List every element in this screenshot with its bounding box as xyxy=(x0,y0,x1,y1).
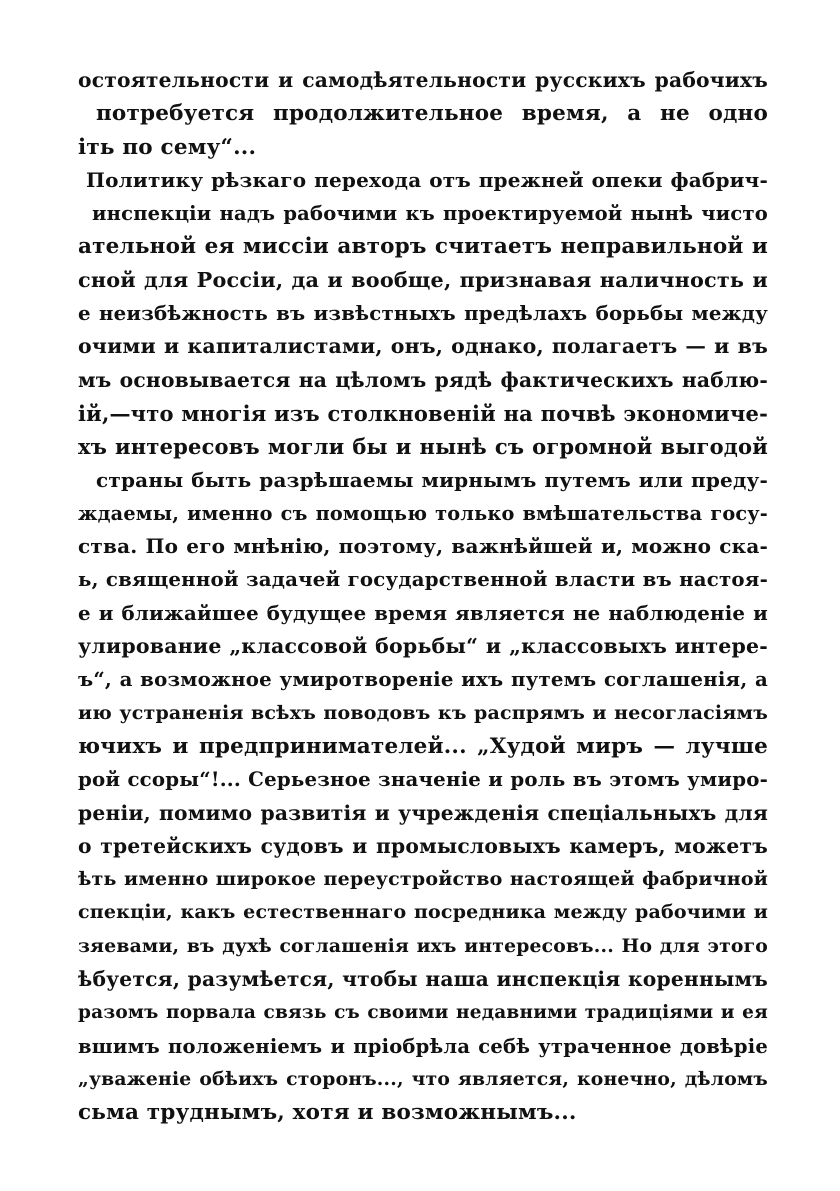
text-line: ства. По его мнѣнію, поэтому, важнѣйшей и, можно ска- xyxy=(78,534,768,559)
text-line: ждаемы, именно съ помощью только вмѣшательства госу- xyxy=(78,501,768,525)
text-line: сной для Россіи, да и вообще, признавая наличность и xyxy=(78,267,768,292)
text-line: остоятельности и самодѣятельности русскихъ рабочихъ xyxy=(78,68,768,92)
text-line: ѣбуется, разумѣется, чтобы наша инспекція кореннымъ xyxy=(78,967,768,992)
text-line: о третейскихъ судовъ и промысловыхъ камеръ, можетъ xyxy=(78,833,768,858)
text-line: спекціи, какъ естественнаго посредника между рабочими и xyxy=(78,901,768,924)
text-line: е неизбѣжность въ извѣстныхъ предѣлахъ борьбы между xyxy=(78,301,768,326)
text-line: страны быть разрѣшаемы мирнымъ путемъ или преду- xyxy=(96,467,768,492)
text-line: ій,—что многія изъ столкновеній на почвѣ экономиче- xyxy=(78,400,768,426)
text-line: рой ссоры“!... Серьезное значеніе и роль въ этомъ умиро- xyxy=(78,767,768,792)
text-line: ѣть именно широкое переустройство настоящей фабричной xyxy=(78,868,768,891)
body-text xyxy=(78,64,768,1130)
text-line: сьма труднымъ, хотя и возможнымъ... xyxy=(78,1100,577,1126)
text-line: ь, священной задачей государственной власти въ настоя- xyxy=(78,567,768,592)
text-line: разомъ порвала связь съ своими недавними традиціями и ея xyxy=(78,1002,768,1024)
text-line: ательной ея миссіи авторъ считаетъ неправильной и xyxy=(78,234,768,260)
text-line: „уваженіе обѣихъ сторонъ..., что является, конечно, дѣломъ xyxy=(78,1067,768,1090)
text-line: очими и капиталистами, онъ, однако, полагаетъ — и въ xyxy=(78,334,768,359)
text-line: іть по сему“... xyxy=(78,134,257,160)
text-line: ъ“, а возможное умиротвореніе ихъ путемъ соглашенія, а xyxy=(78,667,768,692)
text-line: инспекціи надъ рабочими къ проектируемой нынѣ чисто xyxy=(92,202,768,226)
text-line: потребуется продолжительное время, а не одно xyxy=(96,101,768,127)
text-line: ию устраненія всѣхъ поводовъ къ распрямъ и несогласіямъ xyxy=(78,701,768,724)
text-line: е и ближайшее будущее время является не наблюденіе и xyxy=(78,600,768,625)
text-line: вшимъ положеніемъ и пріобрѣла себѣ утраченное довѣріе xyxy=(78,1034,768,1058)
text-line: мъ основывается на цѣломъ рядѣ фактическихъ наблю- xyxy=(78,367,768,392)
text-line: хъ интересовъ могли бы и нынѣ съ огромной выгодой xyxy=(78,434,768,460)
text-line: улирование „классовой борьбы“ и „классовыхъ интере- xyxy=(78,634,768,659)
text-line: ючихъ и предпринимателей... „Худой миръ — лучше xyxy=(78,733,768,759)
text-line: зяевами, въ духѣ соглашенія ихъ интересовъ... Но для этого xyxy=(78,934,768,957)
text-line: реніи, помимо развитія и учрежденія спеціальныхъ для xyxy=(78,800,768,825)
text-line: Политику рѣзкаго перехода отъ прежней опеки фабрич- xyxy=(86,167,768,192)
